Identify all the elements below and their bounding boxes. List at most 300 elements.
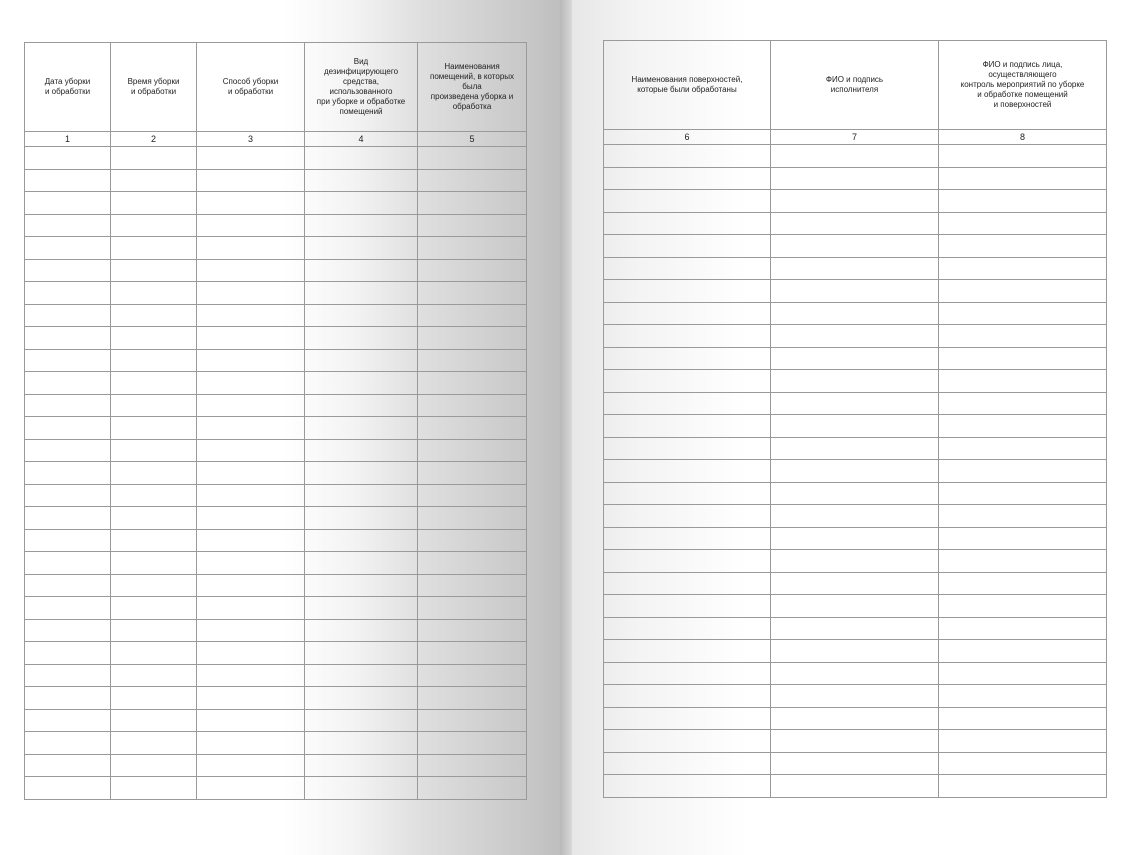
right-page [566, 0, 1132, 855]
table-row [25, 777, 527, 800]
blank-cell [418, 349, 527, 372]
table-row [25, 192, 527, 215]
blank-cell [25, 327, 111, 350]
blank-cell [604, 415, 771, 438]
blank-cell [25, 439, 111, 462]
blank-cell [25, 777, 111, 800]
table-row [604, 212, 1107, 235]
table-row [604, 235, 1107, 258]
blank-cell [25, 529, 111, 552]
blank-cell [197, 259, 305, 282]
table-row [604, 662, 1107, 685]
blank-cell [111, 552, 197, 575]
blank-cell [939, 347, 1107, 370]
blank-cell [197, 439, 305, 462]
blank-cell [305, 394, 418, 417]
blank-cell [111, 147, 197, 170]
blank-cell [604, 392, 771, 415]
blank-cell [305, 732, 418, 755]
table-row [25, 147, 527, 170]
blank-cell [604, 347, 771, 370]
blank-cell [939, 235, 1107, 258]
column-header-rooms: Наименования помещений, в которых была произведена уборка и обработка [418, 43, 527, 132]
blank-cell [771, 190, 939, 213]
blank-cell [604, 640, 771, 663]
table-row [25, 259, 527, 282]
table-row [604, 190, 1107, 213]
blank-cell [418, 484, 527, 507]
blank-cell [604, 550, 771, 573]
table-row [25, 529, 527, 552]
blank-cell [111, 754, 197, 777]
blank-cell [111, 349, 197, 372]
blank-cell [418, 574, 527, 597]
blank-cell [197, 552, 305, 575]
blank-cell [418, 732, 527, 755]
table-row [25, 484, 527, 507]
column-number: 8 [939, 130, 1107, 145]
blank-cell [111, 642, 197, 665]
blank-cell [197, 237, 305, 260]
blank-cell [25, 304, 111, 327]
blank-cell [418, 192, 527, 215]
blank-cell [604, 730, 771, 753]
blank-cell [418, 304, 527, 327]
table-row [25, 349, 527, 372]
table-row [604, 505, 1107, 528]
blank-cell [939, 730, 1107, 753]
table-row [25, 169, 527, 192]
table-row [604, 640, 1107, 663]
blank-cell [771, 392, 939, 415]
blank-cell [111, 709, 197, 732]
column-header-controller: ФИО и подпись лица, осуществляющего контроль мероприятий по уборке и обработке помещений и поверхностей [939, 41, 1107, 130]
blank-cell [939, 370, 1107, 393]
blank-cell [604, 190, 771, 213]
table-row [25, 394, 527, 417]
table-row [25, 619, 527, 642]
column-number: 3 [197, 132, 305, 147]
blank-cell [418, 507, 527, 530]
table-row [25, 304, 527, 327]
blank-cell [418, 642, 527, 665]
left-header-row [25, 43, 527, 132]
right-header-row [604, 41, 1107, 130]
blank-cell [25, 372, 111, 395]
blank-cell [771, 370, 939, 393]
table-row [604, 437, 1107, 460]
table-row [604, 325, 1107, 348]
table-row [25, 664, 527, 687]
blank-cell [197, 327, 305, 350]
blank-cell [771, 482, 939, 505]
blank-cell [604, 505, 771, 528]
blank-cell [197, 484, 305, 507]
blank-cell [418, 169, 527, 192]
blank-cell [25, 709, 111, 732]
blank-cell [939, 302, 1107, 325]
blank-cell [197, 709, 305, 732]
blank-cell [25, 462, 111, 485]
blank-cell [197, 664, 305, 687]
table-row [25, 282, 527, 305]
blank-cell [197, 214, 305, 237]
blank-cell [604, 595, 771, 618]
blank-cell [771, 572, 939, 595]
blank-cell [111, 327, 197, 350]
blank-cell [939, 212, 1107, 235]
blank-cell [197, 597, 305, 620]
blank-cell [604, 325, 771, 348]
blank-cell [305, 462, 418, 485]
blank-cell [418, 259, 527, 282]
blank-cell [25, 597, 111, 620]
blank-cell [305, 282, 418, 305]
column-number: 5 [418, 132, 527, 147]
blank-cell [418, 147, 527, 170]
blank-cell [111, 394, 197, 417]
blank-cell [771, 235, 939, 258]
table-row [25, 687, 527, 710]
blank-cell [197, 574, 305, 597]
table-row [25, 732, 527, 755]
blank-cell [197, 619, 305, 642]
blank-cell [111, 484, 197, 507]
blank-cell [25, 192, 111, 215]
blank-cell [197, 687, 305, 710]
blank-cell [939, 280, 1107, 303]
blank-cell [418, 619, 527, 642]
blank-cell [111, 529, 197, 552]
table-row [25, 417, 527, 440]
blank-cell [939, 662, 1107, 685]
blank-cell [25, 417, 111, 440]
table-row [25, 709, 527, 732]
blank-cell [197, 372, 305, 395]
column-number: 7 [771, 130, 939, 145]
blank-cell [111, 237, 197, 260]
blank-cell [197, 777, 305, 800]
blank-cell [604, 280, 771, 303]
blank-cell [604, 302, 771, 325]
table-row [604, 527, 1107, 550]
book-gutter [560, 0, 572, 855]
blank-cell [418, 237, 527, 260]
blank-cell [771, 257, 939, 280]
blank-cell [111, 439, 197, 462]
blank-cell [305, 169, 418, 192]
table-row [25, 754, 527, 777]
blank-cell [25, 147, 111, 170]
blank-cell [25, 507, 111, 530]
blank-cell [418, 597, 527, 620]
table-row [604, 550, 1107, 573]
blank-cell [604, 145, 771, 168]
blank-cell [604, 775, 771, 798]
blank-cell [604, 685, 771, 708]
table-row [604, 460, 1107, 483]
blank-cell [111, 687, 197, 710]
blank-cell [25, 552, 111, 575]
blank-cell [305, 507, 418, 530]
blank-cell [939, 257, 1107, 280]
blank-cell [305, 349, 418, 372]
blank-cell [197, 349, 305, 372]
blank-cell [25, 214, 111, 237]
blank-cell [604, 235, 771, 258]
table-row [604, 617, 1107, 640]
column-header-disinfectant: Вид дезинфицирующего средства, использованного при уборке и обработке помещений [305, 43, 418, 132]
blank-cell [418, 529, 527, 552]
blank-cell [197, 394, 305, 417]
blank-cell [305, 372, 418, 395]
blank-cell [25, 687, 111, 710]
blank-cell [939, 145, 1107, 168]
table-row [604, 752, 1107, 775]
blank-cell [197, 642, 305, 665]
blank-cell [25, 237, 111, 260]
blank-cell [771, 145, 939, 168]
blank-cell [418, 777, 527, 800]
blank-cell [418, 394, 527, 417]
blank-cell [305, 237, 418, 260]
blank-cell [25, 349, 111, 372]
blank-cell [305, 192, 418, 215]
blank-cell [939, 775, 1107, 798]
column-number: 2 [111, 132, 197, 147]
blank-cell [305, 642, 418, 665]
column-header-method: Способ уборки и обработки [197, 43, 305, 132]
blank-cell [305, 664, 418, 687]
blank-cell [771, 347, 939, 370]
blank-cell [305, 484, 418, 507]
column-number: 6 [604, 130, 771, 145]
column-number: 4 [305, 132, 418, 147]
blank-cell [939, 325, 1107, 348]
blank-cell [604, 460, 771, 483]
blank-cell [25, 484, 111, 507]
blank-cell [604, 212, 771, 235]
blank-cell [939, 640, 1107, 663]
blank-cell [771, 550, 939, 573]
right-log-table [603, 40, 1107, 798]
blank-cell [111, 417, 197, 440]
blank-cell [418, 327, 527, 350]
left-number-row [25, 132, 527, 147]
blank-cell [197, 169, 305, 192]
table-row [25, 642, 527, 665]
blank-cell [604, 752, 771, 775]
table-row [604, 257, 1107, 280]
blank-cell [111, 372, 197, 395]
blank-cell [418, 372, 527, 395]
blank-cell [939, 415, 1107, 438]
table-row [25, 507, 527, 530]
blank-cell [111, 619, 197, 642]
table-row [25, 597, 527, 620]
blank-cell [305, 777, 418, 800]
blank-cell [771, 662, 939, 685]
column-header-date: Дата уборки и обработки [25, 43, 111, 132]
blank-cell [771, 415, 939, 438]
blank-cell [939, 617, 1107, 640]
column-header-time: Время уборки и обработки [111, 43, 197, 132]
blank-cell [604, 572, 771, 595]
blank-cell [771, 167, 939, 190]
blank-cell [25, 664, 111, 687]
blank-cell [771, 640, 939, 663]
table-row [25, 372, 527, 395]
table-row [604, 167, 1107, 190]
blank-cell [197, 507, 305, 530]
blank-cell [111, 259, 197, 282]
blank-cell [111, 214, 197, 237]
blank-cell [771, 460, 939, 483]
table-row [25, 327, 527, 350]
table-row [604, 145, 1107, 168]
blank-cell [197, 754, 305, 777]
table-row [604, 595, 1107, 618]
blank-cell [305, 597, 418, 620]
column-header-executor: ФИО и подпись исполнителя [771, 41, 939, 130]
right-table-body [604, 145, 1107, 798]
blank-cell [25, 619, 111, 642]
blank-cell [197, 192, 305, 215]
blank-cell [771, 685, 939, 708]
blank-cell [771, 775, 939, 798]
blank-cell [939, 572, 1107, 595]
blank-cell [111, 462, 197, 485]
blank-cell [25, 259, 111, 282]
table-row [604, 730, 1107, 753]
table-row [604, 370, 1107, 393]
blank-cell [771, 707, 939, 730]
table-row [604, 392, 1107, 415]
blank-cell [111, 192, 197, 215]
table-row [25, 439, 527, 462]
blank-cell [771, 730, 939, 753]
blank-cell [305, 304, 418, 327]
blank-cell [771, 280, 939, 303]
blank-cell [604, 527, 771, 550]
blank-cell [111, 732, 197, 755]
table-row [25, 214, 527, 237]
blank-cell [939, 460, 1107, 483]
table-row [604, 280, 1107, 303]
blank-cell [939, 392, 1107, 415]
table-row [25, 237, 527, 260]
blank-cell [25, 754, 111, 777]
column-number: 1 [25, 132, 111, 147]
blank-cell [418, 664, 527, 687]
left-log-table [24, 42, 527, 800]
blank-cell [604, 257, 771, 280]
blank-cell [418, 709, 527, 732]
blank-cell [939, 527, 1107, 550]
blank-cell [305, 214, 418, 237]
table-row [25, 574, 527, 597]
blank-cell [25, 282, 111, 305]
table-row [604, 775, 1107, 798]
table-row [604, 685, 1107, 708]
blank-cell [197, 462, 305, 485]
blank-cell [939, 550, 1107, 573]
blank-cell [418, 439, 527, 462]
table-row [604, 572, 1107, 595]
blank-cell [197, 147, 305, 170]
blank-cell [25, 642, 111, 665]
blank-cell [939, 707, 1107, 730]
blank-cell [25, 394, 111, 417]
table-row [25, 552, 527, 575]
blank-cell [305, 327, 418, 350]
blank-cell [939, 752, 1107, 775]
blank-cell [305, 754, 418, 777]
blank-cell [771, 617, 939, 640]
table-row [604, 347, 1107, 370]
blank-cell [111, 664, 197, 687]
blank-cell [197, 304, 305, 327]
blank-cell [305, 552, 418, 575]
blank-cell [771, 302, 939, 325]
blank-cell [305, 687, 418, 710]
blank-cell [939, 482, 1107, 505]
blank-cell [111, 169, 197, 192]
blank-cell [939, 190, 1107, 213]
blank-cell [771, 212, 939, 235]
blank-cell [111, 507, 197, 530]
blank-cell [305, 529, 418, 552]
blank-cell [25, 169, 111, 192]
blank-cell [771, 437, 939, 460]
blank-cell [604, 707, 771, 730]
blank-cell [305, 709, 418, 732]
blank-cell [305, 619, 418, 642]
blank-cell [418, 687, 527, 710]
blank-cell [111, 777, 197, 800]
blank-cell [418, 754, 527, 777]
blank-cell [604, 482, 771, 505]
blank-cell [111, 304, 197, 327]
blank-cell [418, 214, 527, 237]
blank-cell [197, 282, 305, 305]
blank-cell [305, 574, 418, 597]
blank-cell [305, 147, 418, 170]
blank-cell [111, 574, 197, 597]
table-row [604, 302, 1107, 325]
blank-cell [939, 685, 1107, 708]
blank-cell [418, 282, 527, 305]
blank-cell [939, 505, 1107, 528]
table-row [604, 415, 1107, 438]
blank-cell [25, 732, 111, 755]
blank-cell [305, 417, 418, 440]
blank-cell [418, 462, 527, 485]
blank-cell [197, 732, 305, 755]
blank-cell [305, 259, 418, 282]
blank-cell [771, 595, 939, 618]
blank-cell [604, 167, 771, 190]
blank-cell [771, 527, 939, 550]
blank-cell [305, 439, 418, 462]
blank-cell [771, 325, 939, 348]
table-row [25, 462, 527, 485]
table-row [604, 707, 1107, 730]
right-number-row [604, 130, 1107, 145]
blank-cell [418, 417, 527, 440]
table-row [604, 482, 1107, 505]
blank-cell [939, 595, 1107, 618]
